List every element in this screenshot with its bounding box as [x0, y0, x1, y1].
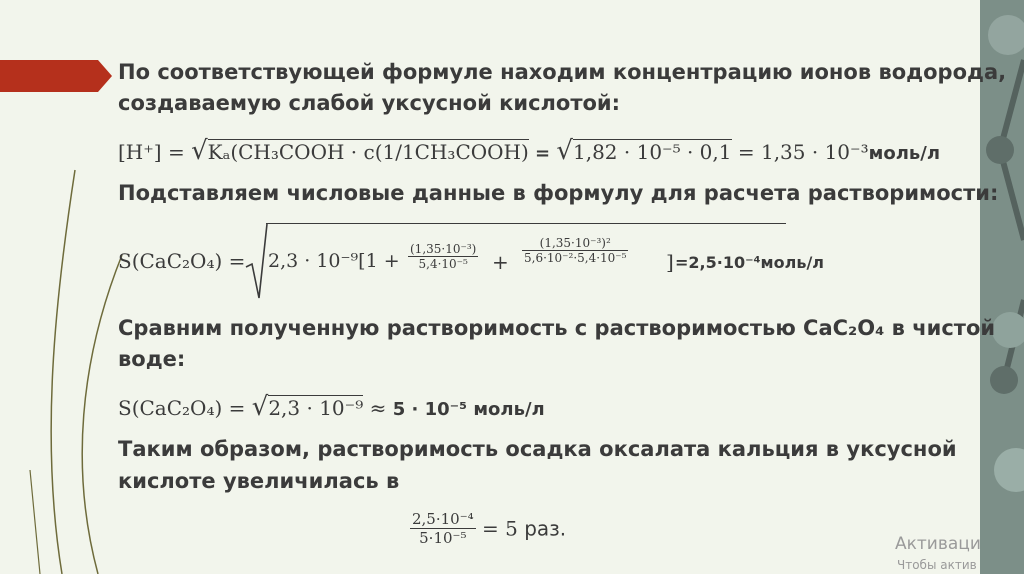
ratio-numerator: 2,5·10⁻⁴	[412, 510, 474, 528]
watermark-line-1: Активаци	[895, 534, 981, 554]
molecule-decor-icon	[980, 0, 1024, 574]
ratio-unit: раз.	[524, 516, 567, 541]
formula-h-unit: моль/л	[868, 143, 941, 164]
text-line-6: Таким образом, растворимость осадка оксалата кальция в уксусной	[118, 437, 957, 461]
formula-s-lhs: S(CaC₂O₄) =	[118, 249, 246, 273]
fraction-1-denominator: 5,4·10⁻⁵	[418, 257, 468, 271]
formula-h-radicand-2: 1,82 · 10⁻⁵ · 0,1	[572, 140, 732, 164]
fraction-1-numerator: (1,35·10⁻³)	[410, 242, 477, 256]
formula-h-value: = 1,35 · 10⁻³	[737, 140, 869, 164]
fraction-2	[522, 236, 628, 265]
sqrt-bar	[266, 223, 786, 224]
text-line-2: создаваемую слабой уксусной кислотой:	[118, 91, 621, 115]
text-line-7: кислоте увеличилась в	[118, 469, 400, 493]
formula-w-lhs: S(CaC₂O₄) =	[118, 396, 252, 420]
formula-ratio	[410, 510, 566, 547]
watermark-line-2: Чтобы актив	[897, 558, 977, 572]
formula-hydrogen	[118, 136, 940, 166]
ratio-denominator: 5·10⁻⁵	[419, 529, 467, 547]
sqrt-icon: √	[251, 392, 269, 422]
formula-s-prefix: 2,3 · 10⁻⁹[1 +	[268, 250, 400, 272]
right-decor-panel	[980, 0, 1024, 574]
formula-h-equals: =	[528, 143, 557, 164]
formula-h-radicand-1: Kₐ(CH₃COOH · c(1/1CH₃COOH)	[207, 140, 529, 164]
formula-s-plus: +	[492, 250, 509, 274]
text-line-3: Подставляем числовые данные в формулу для расчета растворимости:	[118, 181, 999, 205]
formula-w-value: 5 · 10⁻⁵ моль/л	[392, 399, 545, 420]
sqrt-icon: √	[556, 136, 573, 166]
formula-s-result: =2,5·10⁻⁴моль/л	[675, 253, 825, 272]
fraction-2-numerator: (1,35·10⁻³)²	[522, 236, 628, 251]
fraction-2-denominator: 5,6·10⁻²·5,4·10⁻⁵	[524, 251, 627, 265]
fraction-1	[408, 242, 478, 271]
ratio-equals: = 5	[475, 516, 525, 541]
ratio-fraction	[410, 510, 476, 547]
formula-w-approx: ≈	[363, 396, 393, 420]
formula-s-bracket: ]	[666, 250, 674, 274]
formula-water	[118, 392, 545, 422]
formula-w-radicand: 2,3 · 10⁻⁹	[268, 396, 364, 420]
text-line-4: Сравним полученную растворимость с растворимостью CaC₂O₄ в чистой	[118, 316, 996, 340]
left-decor-lines	[0, 0, 130, 574]
text-line-1: По соответствующей формуле находим концентрацию ионов водорода,	[118, 60, 1007, 84]
sqrt-icon: √	[191, 136, 208, 166]
formula-h-lhs: [H⁺] =	[118, 140, 192, 164]
text-line-5: воде:	[118, 347, 186, 371]
big-sqrt-icon	[244, 222, 268, 302]
